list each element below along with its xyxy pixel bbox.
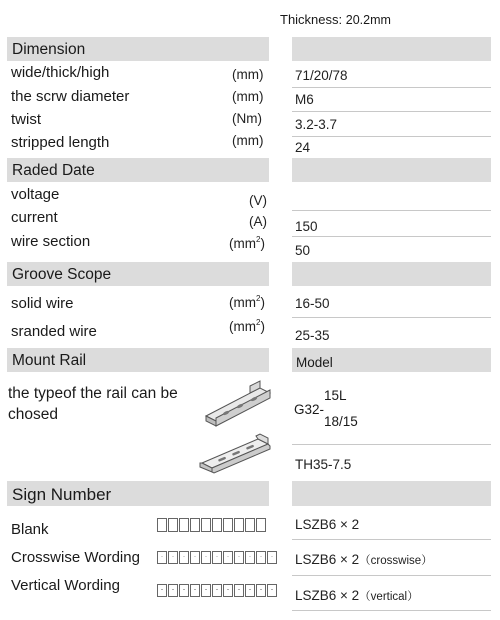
dim-unit-stripped: (mm) [232, 133, 264, 148]
rail-profile-illustration-1 [202, 380, 274, 428]
dim-value-twist: 3.2-3.7 [295, 117, 338, 132]
mount-model-label: Model [296, 355, 333, 370]
dim-label-twist: twist [11, 111, 41, 128]
mount-model-1 [294, 384, 414, 432]
rail-profile-illustration-2 [198, 433, 274, 475]
divider [292, 87, 491, 88]
dim-label-screw: the scrw diameter [11, 88, 130, 105]
marker-strip-vertical: - - - - - - - - - - - [157, 584, 277, 597]
mount-model-1-top: 15L [324, 388, 347, 403]
groove-value-stranded: 25-35 [295, 328, 330, 343]
divider [292, 610, 491, 611]
marker-strip-crosswise: · · · · · · · · · · · [157, 551, 277, 564]
rated-label-wire-section: wire section [11, 233, 91, 250]
thickness-line [280, 12, 391, 27]
dim-unit-screw: (mm) [232, 89, 264, 104]
sign-value-blank: LSZB6 × 2 [295, 517, 360, 532]
divider [292, 539, 491, 540]
dim-value-stripped: 24 [295, 140, 311, 155]
divider [292, 575, 491, 576]
rated-label-current: current [11, 209, 58, 226]
divider [292, 444, 491, 445]
dim-value-size: 71/20/78 [295, 68, 348, 83]
sign-header-right [292, 481, 491, 506]
sign-label-vertical: Vertical Wording [11, 577, 120, 594]
marker-strip-blank [157, 518, 266, 532]
sign-value-vertical: LSZB6 × 2（vertical） [295, 588, 419, 603]
mount-description: the typeof the rail can be chosed [8, 385, 178, 423]
dim-value-screw: M6 [295, 92, 314, 107]
mount-title: Mount Rail [12, 352, 87, 369]
rated-value-wire-section: 50 [295, 243, 311, 258]
dim-unit-twist: (Nm) [232, 111, 262, 126]
divider [292, 210, 491, 211]
groove-title: Groove Scope [12, 266, 112, 283]
groove-unit-solid: $(mm^2)$ [229, 294, 265, 310]
mount-model-1-prefix: G32- [294, 402, 325, 417]
divider [292, 236, 491, 237]
dimension-title: Dimension [12, 41, 86, 58]
sign-value-crosswise: LSZB6 × 2（crosswise） [295, 552, 433, 567]
rated-title: Raded Date [12, 162, 95, 179]
divider [292, 111, 491, 112]
sign-label-blank: Blank [11, 521, 49, 538]
dim-label-size: wide/thick/high [11, 64, 110, 81]
sign-title: Sign Number [12, 485, 112, 504]
sign-label-crosswise: Crosswise Wording [11, 549, 140, 566]
dimension-header-right [292, 37, 491, 61]
dim-label-stripped: stripped length [11, 134, 110, 151]
rated-value-current: 150 [295, 219, 318, 234]
groove-label-solid: solid wire [11, 295, 74, 312]
divider [292, 136, 491, 137]
rated-unit-voltage: (V) [249, 193, 267, 208]
thickness-label: Thickness: [280, 12, 343, 27]
dim-unit-size: (mm) [232, 67, 264, 82]
groove-value-solid: 16-50 [295, 296, 330, 311]
groove-label-stranded: sranded wire [11, 323, 97, 340]
rated-unit-wire-section: $(mm^2)$ [229, 235, 265, 251]
groove-header-right [292, 262, 491, 286]
rated-unit-current: (A) [249, 214, 267, 229]
groove-unit-stranded: $(mm^2)$ [229, 318, 265, 334]
rated-header-right [292, 158, 491, 182]
divider [292, 317, 491, 318]
mount-model-1-bottom: 18/15 [324, 414, 358, 429]
rated-label-voltage: voltage [11, 186, 60, 203]
mount-model-2: TH35-7.5 [295, 457, 352, 472]
thickness-value: 20.2mm [345, 13, 391, 27]
